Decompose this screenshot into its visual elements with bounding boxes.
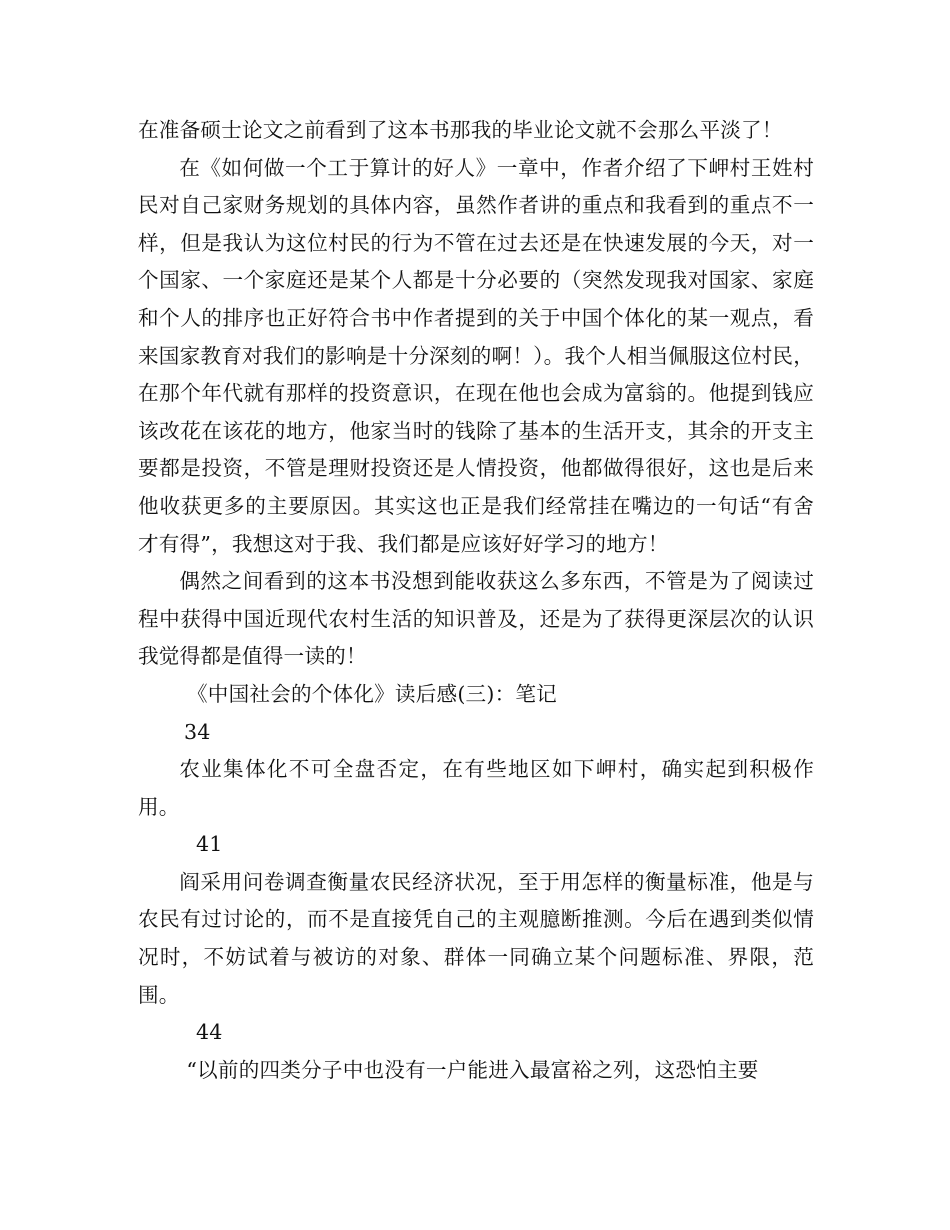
note-page-number: 41 xyxy=(196,832,223,857)
note-page-number: 44 xyxy=(196,1020,223,1045)
note-page-number: 34 xyxy=(184,719,211,744)
section-heading: 《中国社会的个体化》读后感(三)：笔记 xyxy=(187,681,557,706)
document-body xyxy=(138,112,814,1089)
paragraph-wang-villager: 在《如何做一个工于算计的好人》一章中，作者介绍了下岬村王姓村民对自己家财务规划的具体内容，虽然作者讲的重点和我看到的重点不一样，但是我认为这位村民的行为不管在过去还是在快速发展的今天，对一个国家、一个家庭还是某个人都是十分必要的（突然发现我对国家、家庭和个人的排序也正好符合书中作者提到的关于中国个体化的某一观点，看来国家教育对我们的影响是十分深刻的啊！）。我个人相当佩服这位村民，在那个年代就有那样的投资意识，在现在他也会成为富翁的。他提到钱应该改花在该花的地方，他家当时的钱除了基本的生活开支，其余的开支主要都是投资，不管是理财投资还是人情投资，他都做得很好，这也是后来他收获更多的主要原因。其实这也正是我们经常挂在嘴边的一句话“有舍才有得”，我想这对于我、我们都是应该好好学习的地方！ xyxy=(138,155,814,556)
paragraph-conclusion: 偶然之间看到的这本书没想到能收获这么多东西，不管是为了阅读过程中获得中国近现代农村生活的知识普及，还是为了获得更深层次的认识我觉得都是值得一读的！ xyxy=(138,569,814,669)
paragraph-continuation: 在准备硕士论文之前看到了这本书那我的毕业论文就不会那么平淡了！ xyxy=(138,118,783,142)
note-text: 农业集体化不可全盘否定，在有些地区如下岬村，确实起到积极作用。 xyxy=(138,757,814,819)
note-text: 阎采用问卷调查衡量农民经济状况，至于用怎样的衡量标准，他是与农民有过讨论的，而不是直接凭自己的主观臆断推测。今后在遇到类似情况时，不妨试着与被访的对象、群体一同确立某个问题标准、界限，范围。 xyxy=(138,869,814,1007)
note-text: “以前的四类分子中也没有一户能进入最富裕之列，这恐怕主要 xyxy=(186,1057,759,1082)
